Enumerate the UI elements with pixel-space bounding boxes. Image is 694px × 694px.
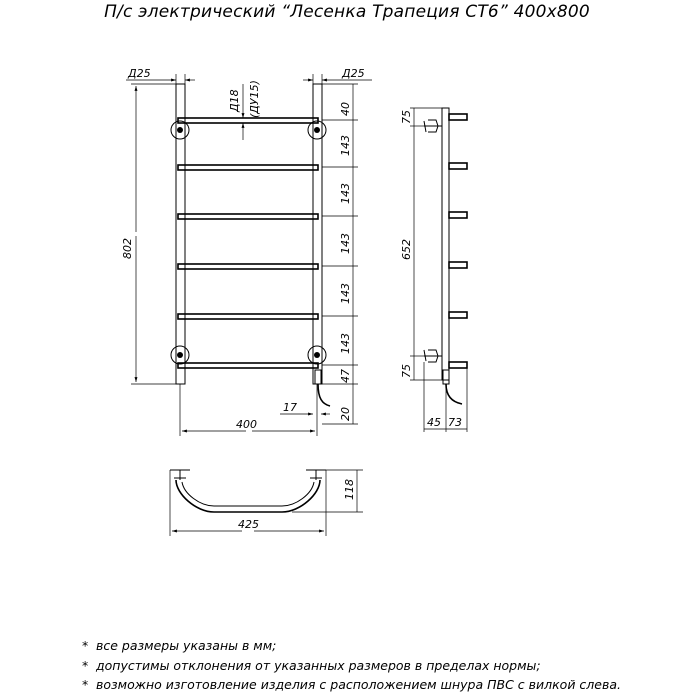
top-curved-rail [176, 480, 320, 512]
top-dim-width: 425 [238, 518, 259, 531]
note-text: возможно изготовление изделия с расположением шнура ПВС с вилкой слева. [96, 677, 621, 692]
note-item [82, 675, 682, 694]
mount-bolt [177, 352, 183, 358]
note-bullet: * [82, 677, 89, 692]
dim-bottom-b: 20 [339, 407, 352, 421]
notes [82, 636, 682, 694]
rung [178, 214, 318, 219]
dim-height: 802 [121, 238, 134, 259]
side-bracket-bottom [424, 350, 442, 362]
note-text: все размеры указаны в мм; [96, 638, 277, 653]
rung-end [449, 114, 467, 120]
wall-mounts [171, 121, 326, 364]
note-text: допустимы отклонения от указанных размеров в пределах нормы; [96, 657, 541, 673]
dim-step: 143 [339, 283, 352, 304]
side-heater [443, 370, 449, 384]
note-item [82, 636, 682, 656]
dim-step: 143 [339, 333, 352, 354]
side-view [400, 108, 467, 432]
rung-end [449, 362, 467, 368]
rung [178, 363, 318, 368]
dim-bottom-a: 47 [339, 369, 352, 383]
note-bullet: * [82, 657, 89, 673]
side-dim-bottom: 75 [400, 364, 413, 378]
side-bracket-top [424, 120, 442, 132]
mount-bolt [314, 127, 320, 133]
rung [178, 165, 318, 170]
top-dimensions [126, 67, 372, 140]
note-bullet: * [82, 638, 89, 653]
rungs [178, 118, 318, 368]
dim-step: 143 [339, 135, 352, 156]
height-dimension [121, 84, 176, 384]
side-dim-depth-a: 45 [427, 416, 441, 429]
top-view [170, 470, 363, 536]
top-dim-depth: 118 [343, 479, 356, 500]
power-cord [318, 384, 330, 406]
step-dimensions [322, 84, 358, 424]
dim-left-post: Д25 [128, 67, 151, 80]
front-view [121, 67, 372, 436]
drawing-title: П/с электрический “Лесенка Трапеция СТ6” 400х800 [104, 2, 590, 22]
dim-pipe: Д18 [228, 89, 241, 112]
side-cord [446, 384, 462, 404]
dim-right-post: Д25 [342, 67, 365, 80]
dim-width: 400 [236, 418, 257, 431]
dim-step: 143 [339, 183, 352, 204]
side-dim-center: 652 [400, 239, 413, 260]
heating-element [315, 370, 321, 384]
dim-top: 40 [339, 102, 352, 116]
side-dim-depth-b: 73 [448, 416, 462, 429]
note-item [82, 656, 682, 676]
side-dim-top: 75 [400, 110, 413, 124]
top-right-bracket [306, 470, 326, 480]
mount-bolt [177, 127, 183, 133]
rung-end [449, 312, 467, 318]
rung [178, 264, 318, 269]
rung-end [449, 163, 467, 169]
dim-pipe-du: (ДУ15) [248, 80, 261, 118]
mount-bolt [314, 352, 320, 358]
rung-end [449, 262, 467, 268]
dim-offset: 17 [283, 401, 297, 414]
dim-step: 143 [339, 233, 352, 254]
rung-end [449, 212, 467, 218]
side-post [442, 108, 449, 380]
top-left-bracket [170, 470, 190, 480]
rung [178, 314, 318, 319]
top-curved-rail-inner [182, 482, 314, 506]
